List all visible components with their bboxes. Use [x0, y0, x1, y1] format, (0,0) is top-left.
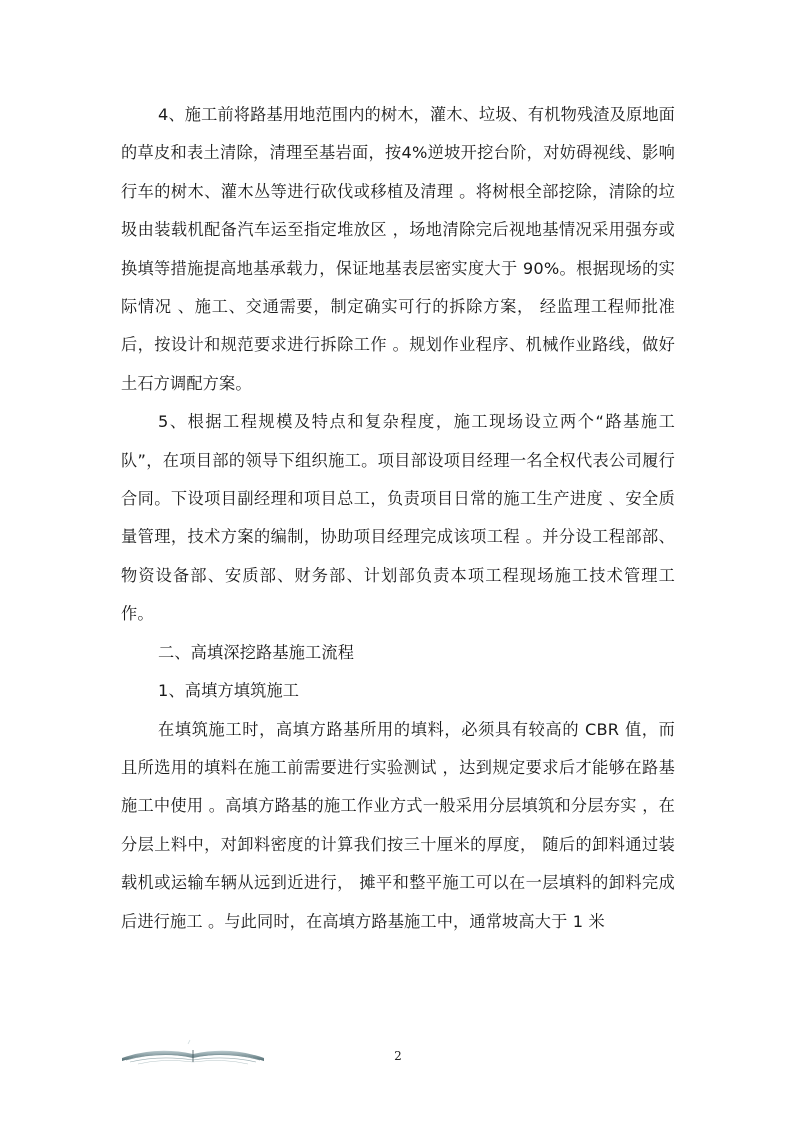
text-line: 业路线，做好土石方调配方案。 [121, 335, 676, 393]
text-line: 工程师批准后，按设计和规范要求进行拆除工作 。规划作业程序、机械作 [121, 297, 675, 355]
page-number: 2 [394, 1049, 402, 1063]
paragraph-item-5 [121, 403, 675, 633]
text-line: 队”，在项目部的领导下组织施工。项目部设项目经理一名全权代表公司 [121, 450, 643, 470]
text-line: 在分层上料中，对卸料密度的计算我们按三十厘米的厚度， 随后的卸料通 [121, 796, 675, 854]
text-line: 据现场的实际情况 、施工、交通需要，制定确实可行的拆除方案， 经监理 [121, 258, 676, 317]
text-line: 地面的草皮和表土清除，清理至基岩面，按4%逆坡开挖台阶，对妨碍视线、 [121, 105, 675, 163]
text-line: 影响行车的树木、灌木丛等进行砍伐或移植及清理 。将树根全部挖除，清 [121, 143, 675, 201]
text-line: 在填筑施工时，高填方路基所用的填料，必须具有较高的 CBR 值，而 [158, 719, 675, 739]
text-line: 安全质量管理，技术方案的编制，协助项目经理完成该项工程 。并分设工 [121, 489, 675, 547]
subsection-heading: 1、高填方填筑施工 [158, 681, 300, 701]
text-line: 用强夯或换填等措施提高地基承载力，保证地基表层密实度大于 90%。根 [121, 220, 675, 278]
text-line: 履行合同。下设项目副经理和项目总工，负责项目日常的施工生产进度 、 [121, 450, 675, 509]
text-line: 术管理工作。 [121, 565, 675, 624]
section-heading: 二、高填深挖路基施工流程 [158, 642, 355, 662]
text-line: 5、根据工程规模及特点和复杂程度，施工现场设立两个“路基施工 [158, 412, 675, 432]
paragraph-fill-construction [121, 711, 675, 941]
text-line: 料完成后进行施工 。与此同时，在高填方路基施工中，通常坡高大于 1 米 [121, 873, 675, 931]
paragraph-item-4 [121, 96, 675, 403]
text-line: 基施工中使用 。高填方路基的施工作业方式一般采用分层填筑和分层夯实 ， [121, 757, 675, 816]
document-body [121, 96, 675, 941]
text-line: 4、施工前将路基用地范围内的树木，灌木、垃圾、有机物残渣及原 [158, 105, 643, 124]
text-line: 除的垃圾由装载机配备汽车运至指定堆放区 ，场地清除完后视地基情况采 [121, 181, 675, 240]
text-line: 且所选用的填料在施工前需要进行实验测试 ，达到规定要求后才能够在路 [121, 757, 659, 777]
text-line: 过装载机或运输车辆从远到近进行， 摊平和整平施工可以在一层填料的卸 [121, 834, 675, 893]
open-book-icon [118, 1036, 268, 1066]
text-line: 程部部、物资设备部、安质部、财务部、计划部负责本项工程现场施工技 [121, 527, 675, 585]
